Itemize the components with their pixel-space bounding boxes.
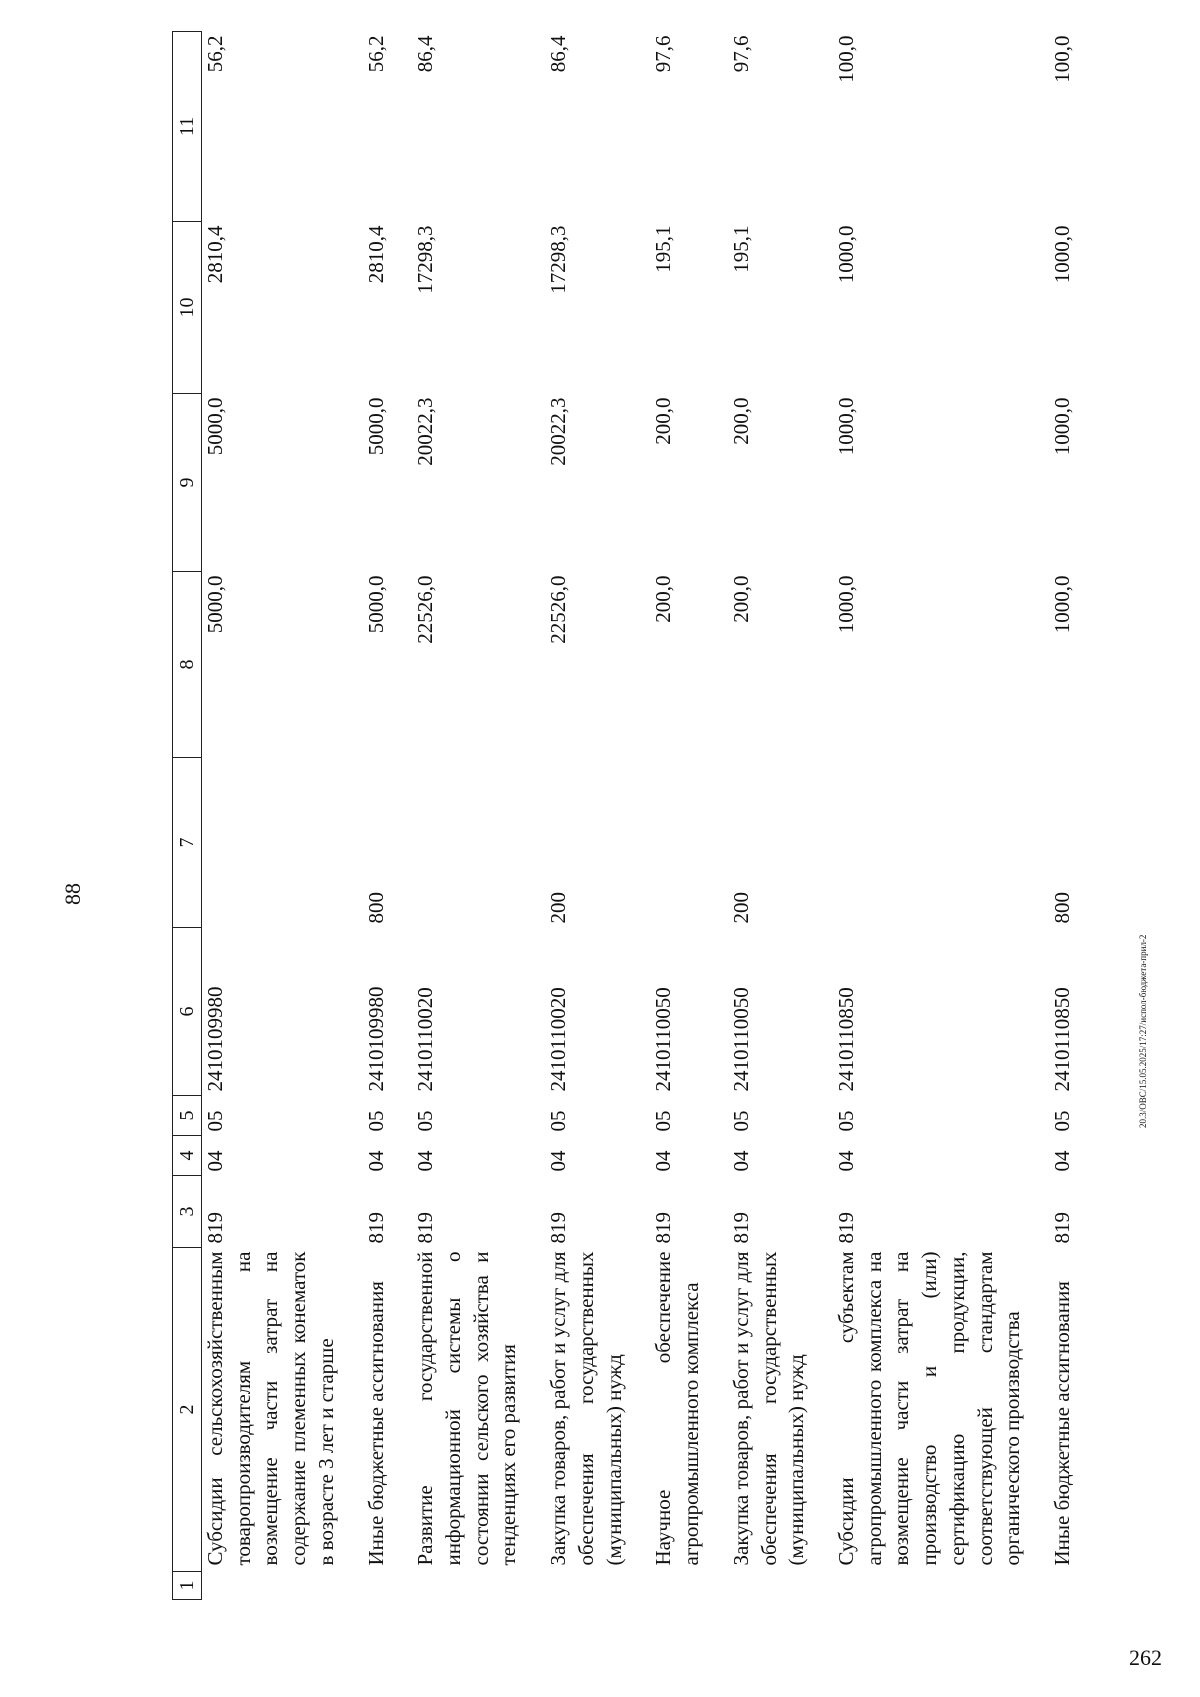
cell-executed: 195,1	[651, 225, 676, 273]
cell-ministry: 819	[203, 1212, 227, 1244]
table-row	[833, 32, 1049, 1600]
cell-percent: 56,2	[203, 35, 227, 73]
row-name: Развитие государственной информационной системы о состоянии сельского хозяйства и тенденциях его развития	[413, 1251, 521, 1566]
column-header: 8	[173, 572, 202, 758]
cell-approved: 22526,0	[546, 575, 571, 644]
cell-section: 04	[728, 1150, 753, 1172]
cell-executed: 17298,3	[546, 225, 571, 294]
table-row	[1049, 32, 1099, 1600]
cell-empty	[545, 1572, 650, 1600]
table-row	[412, 32, 545, 1600]
budget-table	[172, 31, 1099, 1600]
row-name: Субсидии субъектам агропромышленного комплекса на возмещение части затрат на производство и (или) сертификацию продукции, соответствующей стандартам органического производства	[833, 1251, 1025, 1566]
row-name: Закупка товаров, работ и услуг для обеспечения государственных (муниципальных) нужд	[728, 1251, 809, 1566]
row-name: Субсидии сельскохозяйственным товаропроизводителям на возмещение части затрат на содержание племенных конематок в возрасте 3 лет и старше	[203, 1251, 338, 1566]
cell-approved: 5000,0	[203, 575, 227, 634]
cell-empty	[363, 1572, 413, 1600]
column-header: 2	[173, 1248, 202, 1572]
cell-approved: 5000,0	[363, 575, 388, 634]
footer-code: 20.3/ОВС/15.05.2025/17:27/испол-бюджета-прил-2	[1138, 934, 1148, 1128]
table-row	[202, 32, 363, 1600]
cell-expense-type	[833, 758, 1049, 928]
cell-subsection: 05	[546, 1110, 571, 1132]
row-name: Иные бюджетные ассигнования	[1049, 1281, 1074, 1566]
cell-planned: 200,0	[651, 397, 676, 445]
cell-target-code: 2410110050	[728, 987, 753, 1092]
cell-target-code: 2410110850	[1049, 987, 1074, 1092]
cell-target-code: 2410110020	[413, 987, 438, 1092]
cell-expense-type: 800	[1049, 892, 1074, 924]
cell-executed: 17298,3	[413, 225, 438, 294]
cell-subsection: 05	[833, 1110, 858, 1132]
cell-approved: 200,0	[651, 575, 676, 623]
cell-target-code: 2410109980	[363, 986, 388, 1092]
cell-target-code: 2410109980	[203, 986, 227, 1092]
column-header: 3	[173, 1176, 202, 1248]
cell-percent: 86,4	[413, 35, 438, 73]
column-header: 7	[173, 758, 202, 928]
cell-ministry: 819	[728, 1212, 753, 1244]
table-row	[545, 32, 650, 1600]
column-header: 4	[173, 1136, 202, 1176]
cell-ministry: 819	[546, 1212, 571, 1244]
cell-target-code: 2410110850	[833, 987, 858, 1092]
cell-section: 04	[651, 1150, 676, 1172]
cell-expense-type: 800	[363, 892, 388, 924]
cell-percent: 56,2	[363, 35, 388, 73]
table-row	[650, 32, 727, 1600]
cell-executed: 2810,4	[363, 225, 388, 284]
cell-planned: 5000,0	[203, 397, 227, 456]
cell-percent: 100,0	[1049, 35, 1074, 83]
cell-ministry: 819	[651, 1212, 676, 1244]
cell-executed: 2810,4	[203, 225, 227, 284]
cell-subsection: 05	[1049, 1110, 1074, 1132]
cell-subsection: 05	[363, 1110, 388, 1132]
cell-approved: 1000,0	[833, 575, 858, 634]
cell-section: 04	[833, 1150, 858, 1172]
cell-empty	[833, 1572, 1049, 1600]
cell-expense-type	[412, 758, 545, 928]
cell-planned: 20022,3	[413, 397, 438, 466]
column-header: 6	[173, 928, 202, 1096]
cell-ministry: 819	[833, 1212, 858, 1244]
cell-empty	[650, 1572, 727, 1600]
cell-expense-type	[650, 758, 727, 928]
column-header: 11	[173, 32, 202, 222]
column-header: 5	[173, 1096, 202, 1136]
cell-subsection: 05	[728, 1110, 753, 1132]
cell-approved: 200,0	[728, 575, 753, 623]
cell-planned: 5000,0	[363, 397, 388, 456]
cell-percent: 100,0	[833, 35, 858, 83]
column-header: 1	[173, 1572, 202, 1600]
cell-executed: 1000,0	[1049, 225, 1074, 284]
cell-target-code: 2410110050	[651, 987, 676, 1092]
cell-empty	[412, 1572, 545, 1600]
cell-target-code: 2410110020	[546, 987, 571, 1092]
cell-empty	[728, 1572, 833, 1600]
cell-executed: 195,1	[728, 225, 753, 273]
page-number: 88	[60, 883, 85, 905]
cell-section: 04	[546, 1150, 571, 1172]
table-row	[728, 32, 833, 1600]
cell-section: 04	[413, 1150, 438, 1172]
cell-subsection: 05	[651, 1110, 676, 1132]
rotated-table-container	[172, 35, 1074, 1600]
cell-percent: 86,4	[546, 35, 571, 73]
column-header: 10	[173, 222, 202, 394]
header-row	[173, 32, 202, 1600]
cell-expense-type: 200	[546, 892, 571, 924]
row-name: Закупка товаров, работ и услуг для обеспечения государственных (муниципальных) нужд	[546, 1251, 626, 1566]
cell-planned: 1000,0	[833, 397, 858, 456]
column-header: 9	[173, 394, 202, 572]
cell-approved: 1000,0	[1049, 575, 1074, 634]
table-row	[363, 32, 413, 1600]
cell-expense-type: 200	[728, 892, 753, 924]
cell-approved: 22526,0	[413, 575, 438, 644]
cell-expense-type	[202, 758, 363, 928]
cell-executed: 1000,0	[833, 225, 858, 284]
cell-ministry: 819	[413, 1212, 438, 1244]
cell-ministry: 819	[1049, 1212, 1074, 1244]
cell-ministry: 819	[363, 1212, 388, 1244]
cell-section: 04	[363, 1150, 388, 1172]
cell-section: 04	[203, 1150, 227, 1172]
cell-subsection: 05	[203, 1110, 227, 1132]
cell-percent: 97,6	[651, 35, 676, 73]
cell-empty	[1049, 1572, 1099, 1600]
cell-empty	[202, 1572, 363, 1600]
cell-subsection: 05	[413, 1110, 438, 1132]
cell-planned: 200,0	[728, 397, 753, 445]
cell-planned: 1000,0	[1049, 397, 1074, 456]
cell-percent: 97,6	[728, 35, 753, 73]
row-name: Научное обеспечение агропромышленного комплекса	[651, 1251, 704, 1566]
sheet-number: 262	[1129, 1645, 1162, 1670]
cell-planned: 20022,3	[546, 397, 571, 466]
row-name: Иные бюджетные ассигнования	[363, 1281, 388, 1566]
cell-section: 04	[1049, 1150, 1074, 1172]
